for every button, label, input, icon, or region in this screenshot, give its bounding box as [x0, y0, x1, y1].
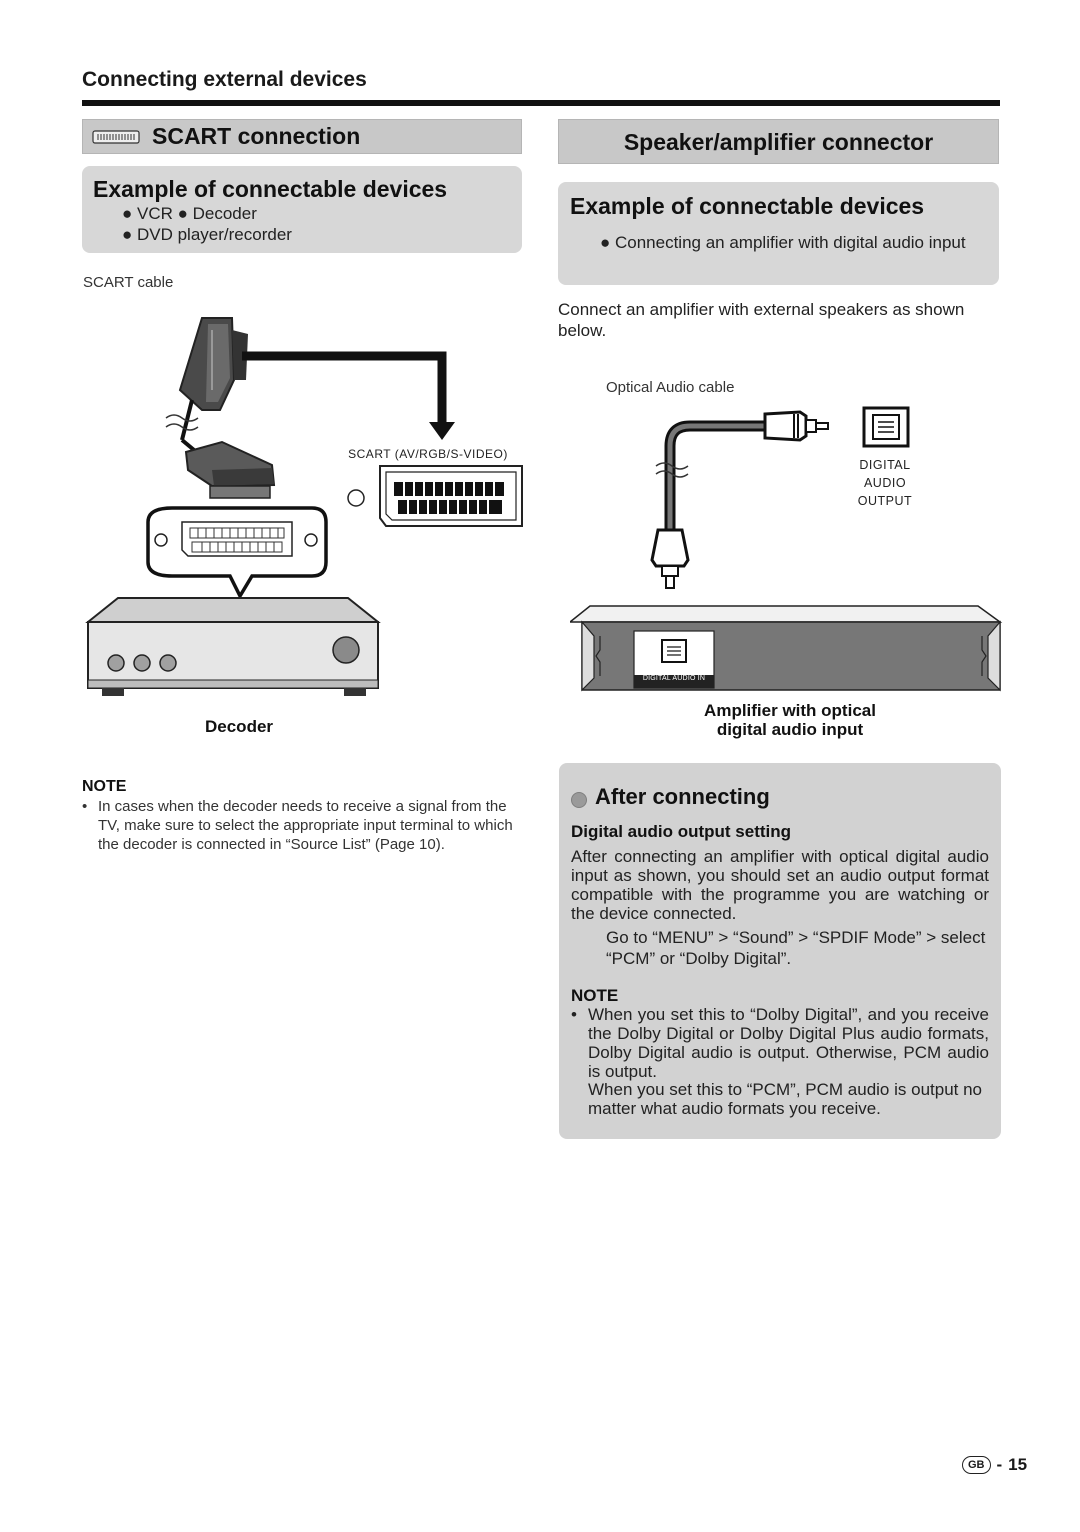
decoder-socket-bubble	[148, 508, 326, 596]
speaker-example-box	[558, 182, 999, 285]
scart-note-heading: NOTE	[82, 778, 127, 795]
scart-cable-label: SCART cable	[83, 274, 174, 291]
region-badge: GB	[962, 1456, 991, 1474]
scart-icon	[92, 130, 140, 144]
speaker-heading-bar	[558, 119, 999, 164]
scart-note-bullet: •	[82, 798, 88, 815]
after-note-text-1: When you set this to “Dolby Digital”, and you receive the Dolby Digital or Dolby Digital Plus audio formats, Dolby Digital audio is output. Otherwise, PCM audio is output.	[588, 1005, 989, 1081]
section-title: Connecting external devices	[82, 68, 367, 91]
scart-note-text: In cases when the decoder needs to receive a signal from the TV, make sure to select the appropriate input terminal to which the decoder is connected in “Source List” (Page 10).	[98, 798, 513, 853]
optical-port-icon	[864, 408, 908, 446]
bullet-circle-icon	[571, 792, 587, 808]
scart-diagram	[82, 300, 527, 710]
arrow-down-icon	[242, 356, 455, 440]
optical-plug-icon	[652, 412, 828, 588]
amplifier-label-line-2: digital audio input	[716, 720, 864, 739]
decoder-icon	[88, 598, 378, 696]
digital-audio-setting-heading: Digital audio output setting	[571, 822, 792, 841]
page-number: 15	[1008, 1455, 1028, 1474]
amplifier-label-line-1: Amplifier with optical	[704, 701, 876, 720]
after-connecting-heading: After connecting	[595, 784, 770, 809]
output-label-line-3: OUTPUT	[857, 494, 913, 508]
after-note-heading: NOTE	[571, 986, 619, 1005]
scart-example-box	[82, 166, 522, 253]
scart-cable-plug-icon	[166, 318, 274, 498]
after-connecting-box	[559, 763, 1001, 1139]
speaker-example-item: ● Connecting an amplifier with digital audio input	[600, 233, 966, 252]
digital-audio-output-label	[850, 456, 920, 510]
section-rule	[82, 100, 1000, 106]
scart-example-title: Example of connectable devices	[93, 176, 448, 202]
page-footer	[962, 1455, 1027, 1475]
speaker-instruction: Connect an amplifier with external speakers as shown below.	[558, 300, 965, 340]
scart-example-item-1: ● VCR ● Decoder	[122, 204, 257, 223]
output-label-line-1: DIGITAL	[859, 458, 911, 472]
after-connecting-body: After connecting an amplifier with optical digital audio input as shown, you should set an audio output format compatible with the programme you are watching or the device connected.	[571, 847, 989, 923]
speaker-example-title: Example of connectable devices	[570, 193, 925, 219]
output-label-line-2: AUDIO	[863, 476, 907, 490]
optical-cable-label: Optical Audio cable	[606, 379, 735, 396]
page-separator: -	[996, 1455, 1003, 1474]
scart-socket-label: SCART (AV/RGB/S-VIDEO)	[348, 447, 508, 461]
speaker-heading: Speaker/amplifier connector	[623, 129, 934, 155]
scart-example-item-2: ● DVD player/recorder	[122, 225, 292, 244]
scart-socket-icon	[348, 466, 522, 526]
amplifier-label	[660, 701, 920, 739]
after-note-bullet: •	[571, 1005, 577, 1024]
menu-path-instruction: Go to “MENU” > “Sound” > “SPDIF Mode” > select “PCM” or “Dolby Digital”.	[606, 928, 986, 968]
after-note-text-2: When you set this to “PCM”, PCM audio is output no matter what audio formats you receive.	[588, 1080, 983, 1118]
scart-heading-bar	[82, 119, 522, 154]
optical-diagram	[570, 400, 1010, 700]
amp-port-label: DIGITAL AUDIO IN	[642, 675, 706, 682]
decoder-label: Decoder	[205, 717, 274, 736]
scart-heading: SCART connection	[152, 123, 361, 149]
